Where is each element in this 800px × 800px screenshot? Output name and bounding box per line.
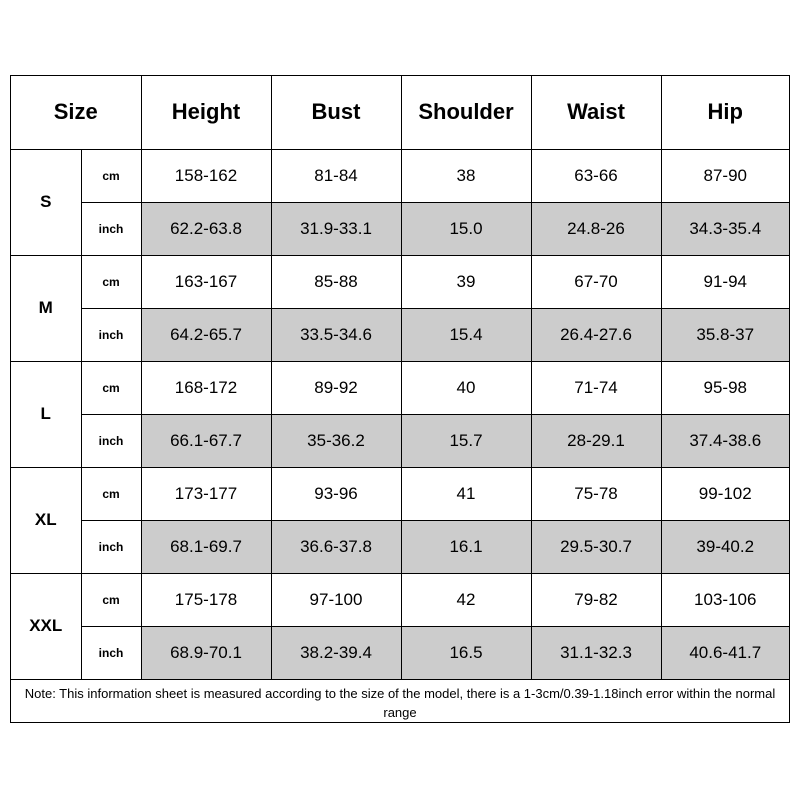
header-shoulder: Shoulder	[401, 76, 531, 149]
cell-hip-inch: 34.3-35.4	[661, 202, 789, 255]
cell-shoulder-inch: 16.5	[401, 626, 531, 679]
table-row	[11, 361, 789, 414]
table-row	[11, 520, 789, 573]
cell-shoulder-cm: 41	[401, 467, 531, 520]
size-label: M	[11, 255, 81, 361]
table-row	[11, 414, 789, 467]
cell-hip-cm: 91-94	[661, 255, 789, 308]
cell-waist-inch: 29.5-30.7	[531, 520, 661, 573]
size-label: XXL	[11, 573, 81, 679]
cell-waist-cm: 67-70	[531, 255, 661, 308]
table-row	[11, 573, 789, 626]
cell-waist-inch: 31.1-32.3	[531, 626, 661, 679]
cell-waist-cm: 71-74	[531, 361, 661, 414]
table-row	[11, 308, 789, 361]
size-label: L	[11, 361, 81, 467]
cell-bust-inch: 38.2-39.4	[271, 626, 401, 679]
unit-label-inch: inch	[81, 414, 141, 467]
cell-hip-inch: 40.6-41.7	[661, 626, 789, 679]
cell-bust-cm: 81-84	[271, 149, 401, 202]
cell-shoulder-cm: 39	[401, 255, 531, 308]
cell-height-cm: 173-177	[141, 467, 271, 520]
cell-height-inch: 62.2-63.8	[141, 202, 271, 255]
cell-bust-inch: 36.6-37.8	[271, 520, 401, 573]
cell-waist-inch: 26.4-27.6	[531, 308, 661, 361]
table-row	[11, 467, 789, 520]
cell-bust-cm: 97-100	[271, 573, 401, 626]
unit-label-cm: cm	[81, 361, 141, 414]
unit-label-inch: inch	[81, 202, 141, 255]
cell-height-cm: 163-167	[141, 255, 271, 308]
cell-shoulder-inch: 15.7	[401, 414, 531, 467]
table-row	[11, 255, 789, 308]
header-waist: Waist	[531, 76, 661, 149]
cell-bust-inch: 33.5-34.6	[271, 308, 401, 361]
header-bust: Bust	[271, 76, 401, 149]
cell-hip-cm: 103-106	[661, 573, 789, 626]
size-label: S	[11, 149, 81, 255]
cell-height-cm: 175-178	[141, 573, 271, 626]
cell-height-inch: 68.1-69.7	[141, 520, 271, 573]
unit-label-cm: cm	[81, 149, 141, 202]
cell-hip-inch: 35.8-37	[661, 308, 789, 361]
cell-shoulder-cm: 38	[401, 149, 531, 202]
cell-waist-cm: 75-78	[531, 467, 661, 520]
cell-shoulder-inch: 16.1	[401, 520, 531, 573]
header-size: Size	[11, 76, 141, 149]
cell-shoulder-inch: 15.0	[401, 202, 531, 255]
cell-height-inch: 68.9-70.1	[141, 626, 271, 679]
cell-hip-cm: 95-98	[661, 361, 789, 414]
cell-bust-inch: 31.9-33.1	[271, 202, 401, 255]
cell-waist-cm: 63-66	[531, 149, 661, 202]
cell-bust-cm: 85-88	[271, 255, 401, 308]
header-hip: Hip	[661, 76, 789, 149]
cell-waist-inch: 28-29.1	[531, 414, 661, 467]
unit-label-cm: cm	[81, 573, 141, 626]
cell-hip-cm: 99-102	[661, 467, 789, 520]
table-row	[11, 149, 789, 202]
cell-height-cm: 168-172	[141, 361, 271, 414]
unit-label-inch: inch	[81, 626, 141, 679]
cell-waist-cm: 79-82	[531, 573, 661, 626]
cell-height-inch: 66.1-67.7	[141, 414, 271, 467]
cell-bust-inch: 35-36.2	[271, 414, 401, 467]
cell-waist-inch: 24.8-26	[531, 202, 661, 255]
cell-shoulder-cm: 40	[401, 361, 531, 414]
size-chart	[10, 75, 790, 723]
unit-label-cm: cm	[81, 467, 141, 520]
unit-label-cm: cm	[81, 255, 141, 308]
unit-label-inch: inch	[81, 520, 141, 573]
cell-hip-inch: 37.4-38.6	[661, 414, 789, 467]
table-row	[11, 626, 789, 679]
header-row	[11, 76, 789, 149]
header-height: Height	[141, 76, 271, 149]
cell-hip-inch: 39-40.2	[661, 520, 789, 573]
cell-bust-cm: 89-92	[271, 361, 401, 414]
unit-label-inch: inch	[81, 308, 141, 361]
cell-height-inch: 64.2-65.7	[141, 308, 271, 361]
cell-shoulder-inch: 15.4	[401, 308, 531, 361]
size-label: XL	[11, 467, 81, 573]
size-table	[11, 76, 789, 680]
cell-hip-cm: 87-90	[661, 149, 789, 202]
table-row	[11, 202, 789, 255]
note-text: Note: This information sheet is measured according to the size of the model, there is a 1-3cm/0.39-1.18inch error within the normal range	[24, 685, 776, 720]
cell-shoulder-cm: 42	[401, 573, 531, 626]
cell-bust-cm: 93-96	[271, 467, 401, 520]
cell-height-cm: 158-162	[141, 149, 271, 202]
